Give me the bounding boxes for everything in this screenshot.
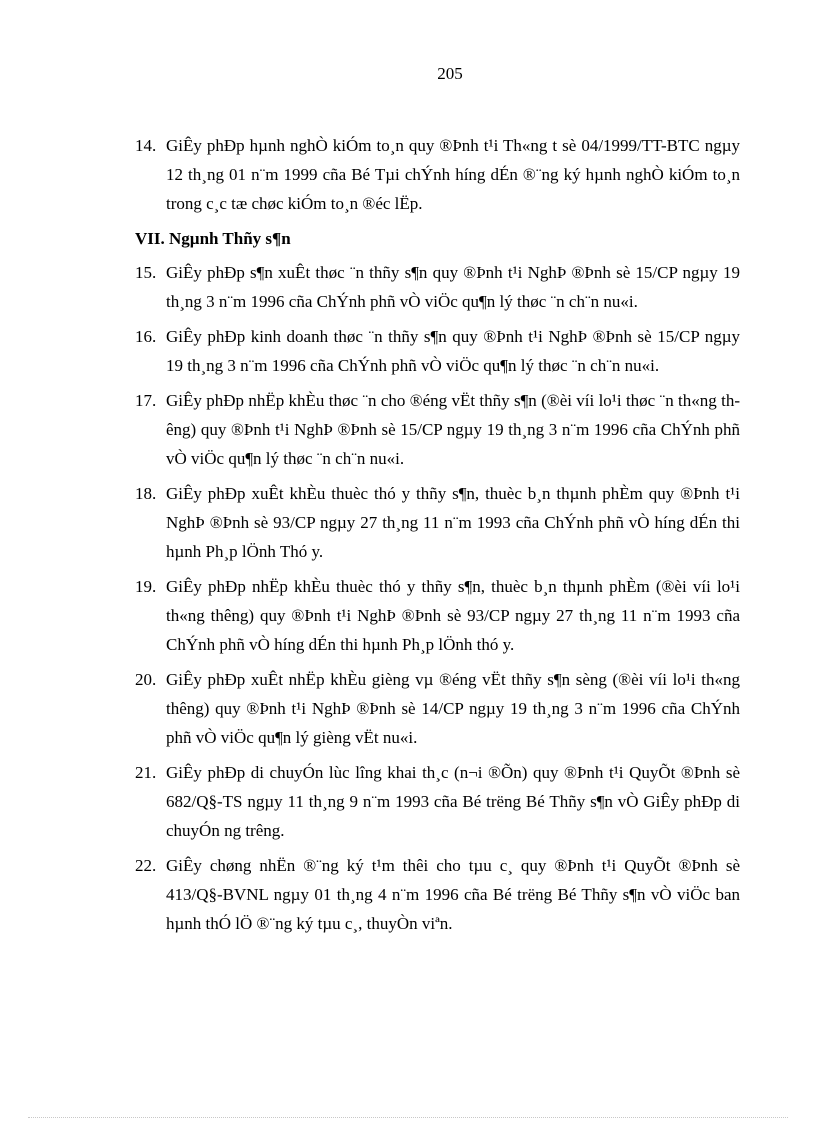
list-item — [135, 758, 740, 845]
page-number: 205 — [437, 64, 463, 83]
list-item-text: GiÊy phÐp nhËp khÈu thuèc thó y thñy s¶n, thuèc b¸n thµnh phÈm (®èi víi lo¹i th«ng thêng) quy ®Þnh t¹i NghÞ ®Þnh sè 93/CP ngµy 27 th¸ng 11 n¨m 1993 cña ChÝnh phñ vÒ híng dÉn thi hµnh Ph¸p lÖnh thó y. — [166, 577, 740, 654]
list-item — [135, 131, 740, 218]
list-item-number: 21. — [135, 763, 157, 782]
list-item-text: GiÊy phÐp di chuyÓn lùc lîng khai th¸c (n¬i ®Õn) quy ®Þnh t¹i QuyÕt ®Þnh sè 682/Q§-TS ngµy 11 th¸ng 9 n¨m 1993 cña Bé trëng Bé Thñy s¶n vÒ GiÊy phÐp di chuyÓn ng trêng. — [166, 763, 740, 840]
list-item — [135, 665, 740, 752]
list-item — [135, 572, 740, 659]
list-item-text: GiÊy phÐp nhËp khÈu thøc ¨n cho ®éng vËt thñy s¶n (®èi víi lo¹i thøc ¨n th«ng thêng) quy ®Þnh t¹i NghÞ ®Þnh sè 15/CP ngµy 19 th¸ng 3 n¨m 1996 cña ChÝnh phñ vÒ viÖc qu¶n lý thøc ¨n ch¨n nu«i. — [166, 391, 740, 468]
list-item — [135, 851, 740, 938]
footer-divider — [28, 1117, 788, 1118]
list-item-text: GiÊy phÐp xuÊt khÈu thuèc thó y thñy s¶n, thuèc b¸n thµnh phÈm quy ®Þnh t¹i NghÞ ®Þnh sè 93/CP ngµy 27 th¸ng 11 n¨m 1993 cña ChÝnh phñ vÒ híng dÉn thi hµnh Ph¸p lÖnh Thó y. — [166, 484, 740, 561]
list-item-number: 18. — [135, 484, 157, 503]
list-item — [135, 322, 740, 380]
list-item — [135, 479, 740, 566]
list-item-number: 16. — [135, 327, 157, 346]
list-item-number: 15. — [135, 263, 157, 282]
document-body — [135, 131, 740, 944]
list-item-number: 14. — [135, 136, 157, 155]
list-item-text: GiÊy chøng nhËn ®¨ng ký t¹m thêi cho tµu c¸ quy ®Þnh t¹i QuyÕt ®Þnh sè 413/Q§-BVNL ngµy 01 th¸ng 4 n¨m 1996 cña Bé trëng Bé Thñy s¶n vÒ viÖc ban hµnh thÓ lÖ ®¨ng ký tµu c¸, thuyÒn viªn. — [166, 856, 740, 933]
list-item-text: GiÊy phÐp hµnh nghÒ kiÓm to¸n quy ®Þnh t¹i Th«ng t sè 04/1999/TT-BTC ngµy 12 th¸ng 01 n¨m 1999 cña Bé Tµi chÝnh híng dÉn ®¨ng ký hµnh nghÒ kiÓm to¸n trong c¸c tæ chøc kiÓm to¸n ®éc lËp. — [166, 136, 740, 213]
list-item-number: 22. — [135, 856, 157, 875]
section-heading: VII. Ngµnh Thñy s¶n — [135, 229, 291, 248]
list-item-number: 20. — [135, 670, 157, 689]
list-item — [135, 386, 740, 473]
list-item-number: 17. — [135, 391, 157, 410]
list-item-text: GiÊy phÐp s¶n xuÊt thøc ¨n thñy s¶n quy ®Þnh t¹i NghÞ ®Þnh sè 15/CP ngµy 19 th¸ng 3 n¨m 1996 cña ChÝnh phñ vÒ viÖc qu¶n lý thøc ¨n ch¨n nu«i. — [166, 263, 740, 311]
list-item — [135, 258, 740, 316]
list-item-text: GiÊy phÐp xuÊt nhËp khÈu gièng vµ ®éng vËt thñy s¶n sèng (®èi víi lo¹i th«ng thêng) quy ®Þnh t¹i NghÞ ®Þnh sè 14/CP ngµy 19 th¸ng 3 n¨m 1996 cña ChÝnh phñ vÒ viÖc qu¶n lý gièng vËt nu«i. — [166, 670, 740, 747]
list-item-text: GiÊy phÐp kinh doanh thøc ¨n thñy s¶n quy ®Þnh t¹i NghÞ ®Þnh sè 15/CP ngµy 19 th¸ng 3 n¨m 1996 cña ChÝnh phñ vÒ viÖc qu¶n lý thøc ¨n ch¨n nu«i. — [166, 327, 740, 375]
list-item-number: 19. — [135, 577, 157, 596]
